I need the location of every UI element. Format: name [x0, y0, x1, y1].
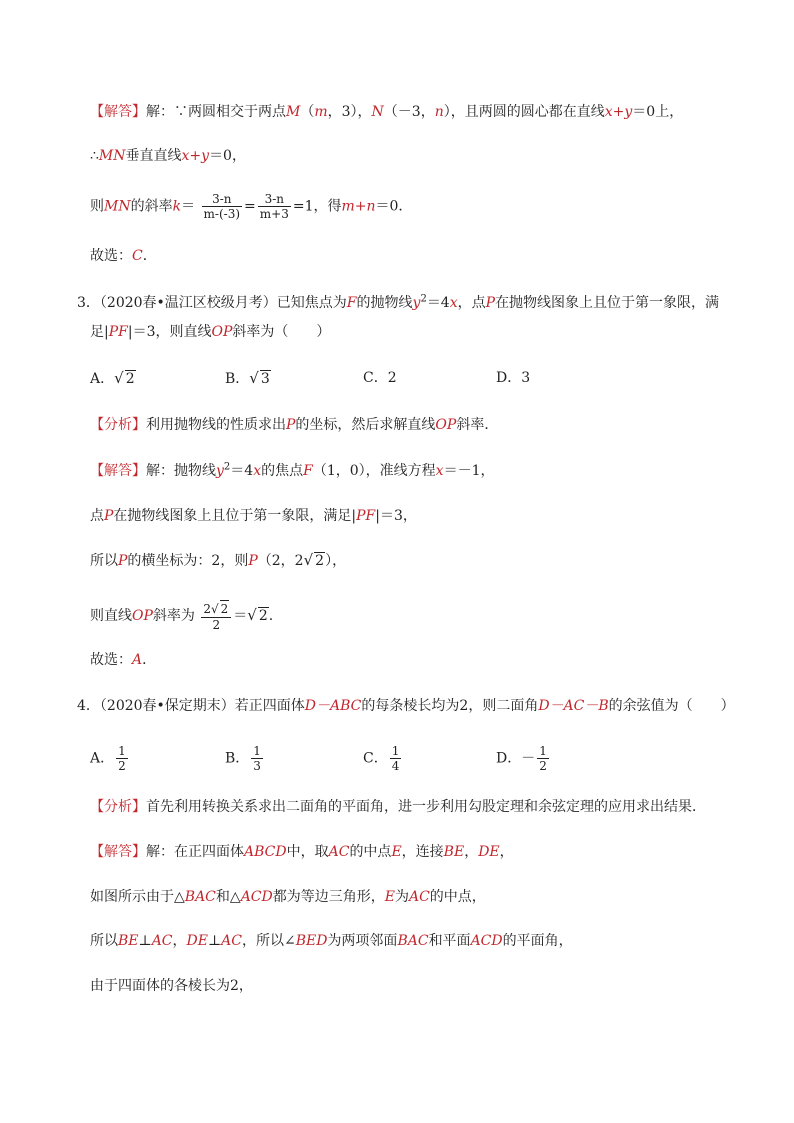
question-4-line-1: 4．（2020春•保定期末）若正四面体D－ABC的每条棱长均为2，则二面角D－AC－B的余弦值为（ ） [77, 698, 735, 714]
q3-solution-line-1: 【解答】解：抛物线$y^2=4x$的焦点F（1，0），准线方程x＝－1， [90, 461, 495, 479]
q4-option-d: D．－ $\frac{1}{2}$ [496, 744, 547, 773]
q3-solution-line-3: 所以P的横坐标为：2，则P（2，2√ 2）， [90, 551, 347, 569]
solution-answer: 故选：C． [90, 248, 157, 264]
question-3-line-2: 足|PF|＝3，则直线OP斜率为（ ） [90, 324, 331, 340]
q3-option-d: D．3 [496, 370, 531, 386]
q4-option-a: A． $\frac{1}{2}$ [90, 744, 126, 773]
slope-op-fraction: $\frac{2√ 2}{2}$ [201, 600, 231, 632]
q3-answer: 故选：A． [90, 652, 157, 668]
question-3-line-1: 3．（2020春•温江区校级月考）已知焦点为F的抛物线$y^2=4x$，点P在抛物线图象上且位于第一象限，满 [77, 293, 720, 311]
q4-solution-line-4: 由于四面体的各棱长为2， [90, 978, 253, 994]
q3-option-a: A．√ 2 [90, 369, 135, 387]
q4-analysis: 【分析】首先利用转换关系求出二面角的平面角，进一步利用勾股定理和余弦定理的应用求出结果． [90, 799, 706, 815]
solution-line-1: 【解答】解：∵两圆相交于两点M（m，3），N（－3，n），且两圆的圆心都在直线x+y＝0上， [90, 104, 684, 120]
slope-fraction-1: $\frac{3-n}{m-(-3)}$ [203, 192, 241, 221]
q4-solution-line-1: 【解答】解：在正四面体ABCD中，取AC的中点E，连接BE，DE， [90, 844, 514, 860]
solution-line-2: ∴MN垂直直线x+y＝0， [90, 148, 246, 164]
q3-option-c: C．2 [363, 370, 397, 386]
slope-fraction-2: $\frac{3-n}{m+3}$ [259, 192, 289, 221]
q4-option-c: C． $\frac{1}{4}$ [363, 744, 400, 773]
solution-line-3: 则MN的斜率k＝ $\frac{3-n}{m-(-3)}$ = $\frac{3-n}{m+3}$ =1，得m+n＝0． [90, 192, 413, 221]
q4-solution-line-3: 所以BE⊥AC，DE⊥AC，所以∠BED为两项邻面BAC和平面ACD的平面角， [90, 933, 573, 949]
q4-option-b: B． $\frac{1}{3}$ [225, 744, 261, 773]
q3-solution-line-2: 点P在抛物线图象上且位于第一象限，满足|PF|＝3， [90, 508, 417, 524]
q3-analysis: 【分析】利用抛物线的性质求出P的坐标，然后求解直线OP斜率． [90, 417, 499, 433]
q3-solution-line-4: 则直线OP斜率为 $\frac{2√ 2}{2}$ ＝√ 2. [90, 602, 274, 632]
q3-option-b: B．√ 3 [225, 369, 270, 387]
q4-solution-line-2: 如图所示由于△BAC和△ACD都为等边三角形，E为AC的中点， [90, 889, 486, 905]
